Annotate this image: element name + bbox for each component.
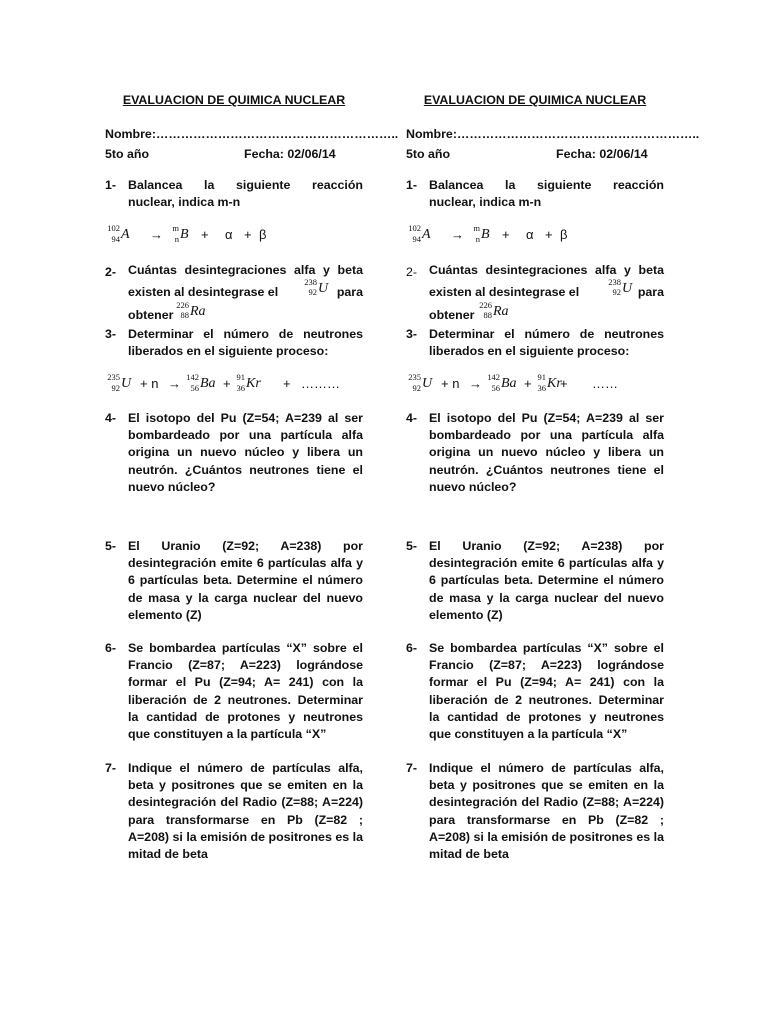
question-7 (406, 760, 664, 866)
alpha-symbol: α (526, 227, 534, 242)
question-text-line: nuclear, indica m-n (128, 195, 241, 210)
question-number: 5- (105, 539, 117, 553)
question-5 (406, 538, 664, 628)
question-text: Determinar el número de neutrones liberados en el siguiente proceso: (429, 327, 664, 359)
nuclide-ra226: 226 88 Ra (176, 300, 206, 320)
question-text-line: nuclear, indica m-n (429, 195, 542, 210)
nuclide-a: 102 94 A (107, 223, 130, 244)
question-text-line: existen al desintegrase el (128, 285, 279, 299)
question-text: El Uranio (Z=92; A=238) por desintegración emite 6 partículas alfa y 6 partículas beta. Determine el número de masa y la carga nuclear del nuevo elemento (Z) (128, 539, 363, 622)
blank-dots: ……… (301, 376, 340, 391)
date-label: Fecha: 02/06/14 (244, 147, 336, 161)
question-6 (105, 640, 363, 746)
beta-symbol: β (259, 227, 267, 242)
nuclide-kr91: 91 36 Kr (537, 372, 562, 393)
question-number: 6- (406, 641, 418, 655)
question-number: 2- (105, 265, 117, 279)
nuclide-ra226: 226 88 Ra (479, 300, 509, 320)
beta-symbol: β (560, 227, 568, 242)
question-text: El Uranio (Z=92; A=238) por desintegración emite 6 partículas alfa y 6 partículas beta. Determine el número de masa y la carga nuclear del nuevo elemento (Z) (429, 539, 664, 622)
question-1 (105, 177, 363, 213)
question-2: 2- Cuántas desintegraciones alfa y beta existen al desintegrase el 238 92 U para obtener 226 88 Ra (105, 263, 363, 322)
arrow-icon: → (168, 376, 181, 391)
question-number: 3- (105, 327, 117, 341)
question-text-line: Balancea la siguiente reacción (128, 178, 363, 192)
question-number: 1- (105, 178, 117, 192)
nuclide-a: 102 94 A (408, 223, 431, 244)
question-number: 4- (406, 411, 418, 425)
grade-label: 5to año (406, 147, 451, 161)
nuclide-ba142: 142 56 Ba (186, 372, 216, 393)
arrow-icon: → (469, 376, 482, 391)
question-2: 2- Cuántas desintegraciones alfa y beta existen al desintegrase el 238 92 U para obtener 226 88 Ra (406, 263, 664, 322)
question-number: 4- (105, 411, 117, 425)
nuclide-u238: 238 92 U (608, 277, 633, 297)
question-text-line: Cuántas desintegraciones alfa y beta (128, 263, 363, 277)
nuclide-u238: 238 92 U (304, 277, 329, 297)
name-line: Nombre:………………………………………………….. (406, 127, 700, 141)
question-4 (105, 410, 363, 494)
nuclide-b: m n B (473, 223, 490, 244)
question-1 (406, 177, 664, 213)
question-5 (105, 538, 363, 628)
blank-dots: …… (592, 376, 618, 391)
question-text: El isotopo del Pu (Z=54; A=239 al ser bombardeado por una partícula alfa origina un nuevo núcleo y libera un neutrón. ¿Cuántos neutrones tiene el nuevo núcleo? (128, 411, 363, 494)
question-text: El isotopo del Pu (Z=54; A=239 al ser bombardeado por una partícula alfa origina un nuevo núcleo y libera un neutrón. ¿Cuántos neutrones tiene el nuevo núcleo? (429, 411, 664, 494)
question-7 (105, 760, 363, 866)
arrow-icon: → (451, 227, 464, 242)
arrow-icon: → (150, 227, 163, 242)
question-4 (406, 410, 664, 494)
question-text: Determinar el número de neutrones liberados en el siguiente proceso: (128, 327, 363, 359)
question-number: 6- (105, 641, 117, 655)
question-6 (406, 640, 664, 746)
question-text-line: Balancea la siguiente reacción (429, 178, 664, 192)
exam-title: EVALUACION DE QUIMICA NUCLEAR (122, 93, 346, 107)
question-text: Indique el número de partículas alfa, beta y positrones que se emiten en la desintegración del Radio (Z=88; A=224) para transformarse en Pb (Z=82 ; A=208) si la emisión de positrones es la mitad de beta (429, 761, 664, 862)
question-text-line: existen al desintegrase el (429, 285, 580, 299)
question-number: 1- (406, 178, 418, 192)
alpha-symbol: α (225, 227, 233, 242)
question-number: 7- (406, 761, 418, 775)
question-text: Se bombardea partículas “X” sobre el Francio (Z=87; A=223) lográndose formar el Pu (Z=94; A= 241) con la liberación de 2 neutrones. Determinar la cantidad de protones y neutrones que constituyen a la partícula “X” (429, 641, 664, 742)
nuclide-kr91: 91 36 Kr (236, 372, 261, 393)
question-number: 7- (105, 761, 117, 775)
grade-label: 5to año (105, 147, 150, 161)
date-label: Fecha: 02/06/14 (556, 147, 648, 161)
nuclide-u235: 235 92 U (107, 372, 132, 393)
question-3 (105, 326, 363, 362)
nuclide-ba142: 142 56 Ba (487, 372, 517, 393)
question-text: Se bombardea partículas “X” sobre el Francio (Z=87; A=223) lográndose formar el Pu (Z=94; A= 241) con la liberación de 2 neutrones. Determinar la cantidad de protones y neutrones que constituyen a la partícula “X” (128, 641, 363, 742)
nuclide-u235: 235 92 U (408, 372, 433, 393)
name-line: Nombre:………………………………………………….. (105, 127, 399, 141)
nuclide-b: m n B (172, 223, 189, 244)
question-text-line: Cuántas desintegraciones alfa y beta (429, 263, 664, 277)
question-3 (406, 326, 664, 362)
exam-title: EVALUACION DE QUIMICA NUCLEAR (423, 93, 647, 107)
question-text: Indique el número de partículas alfa, beta y positrones que se emiten en la desintegración del Radio (Z=88; A=224) para transformarse en Pb (Z=82 ; A=208) si la emisión de positrones es la mitad de beta (128, 761, 363, 862)
question-number: 2- (406, 265, 418, 279)
question-number: 5- (406, 539, 418, 553)
question-number: 3- (406, 327, 418, 341)
